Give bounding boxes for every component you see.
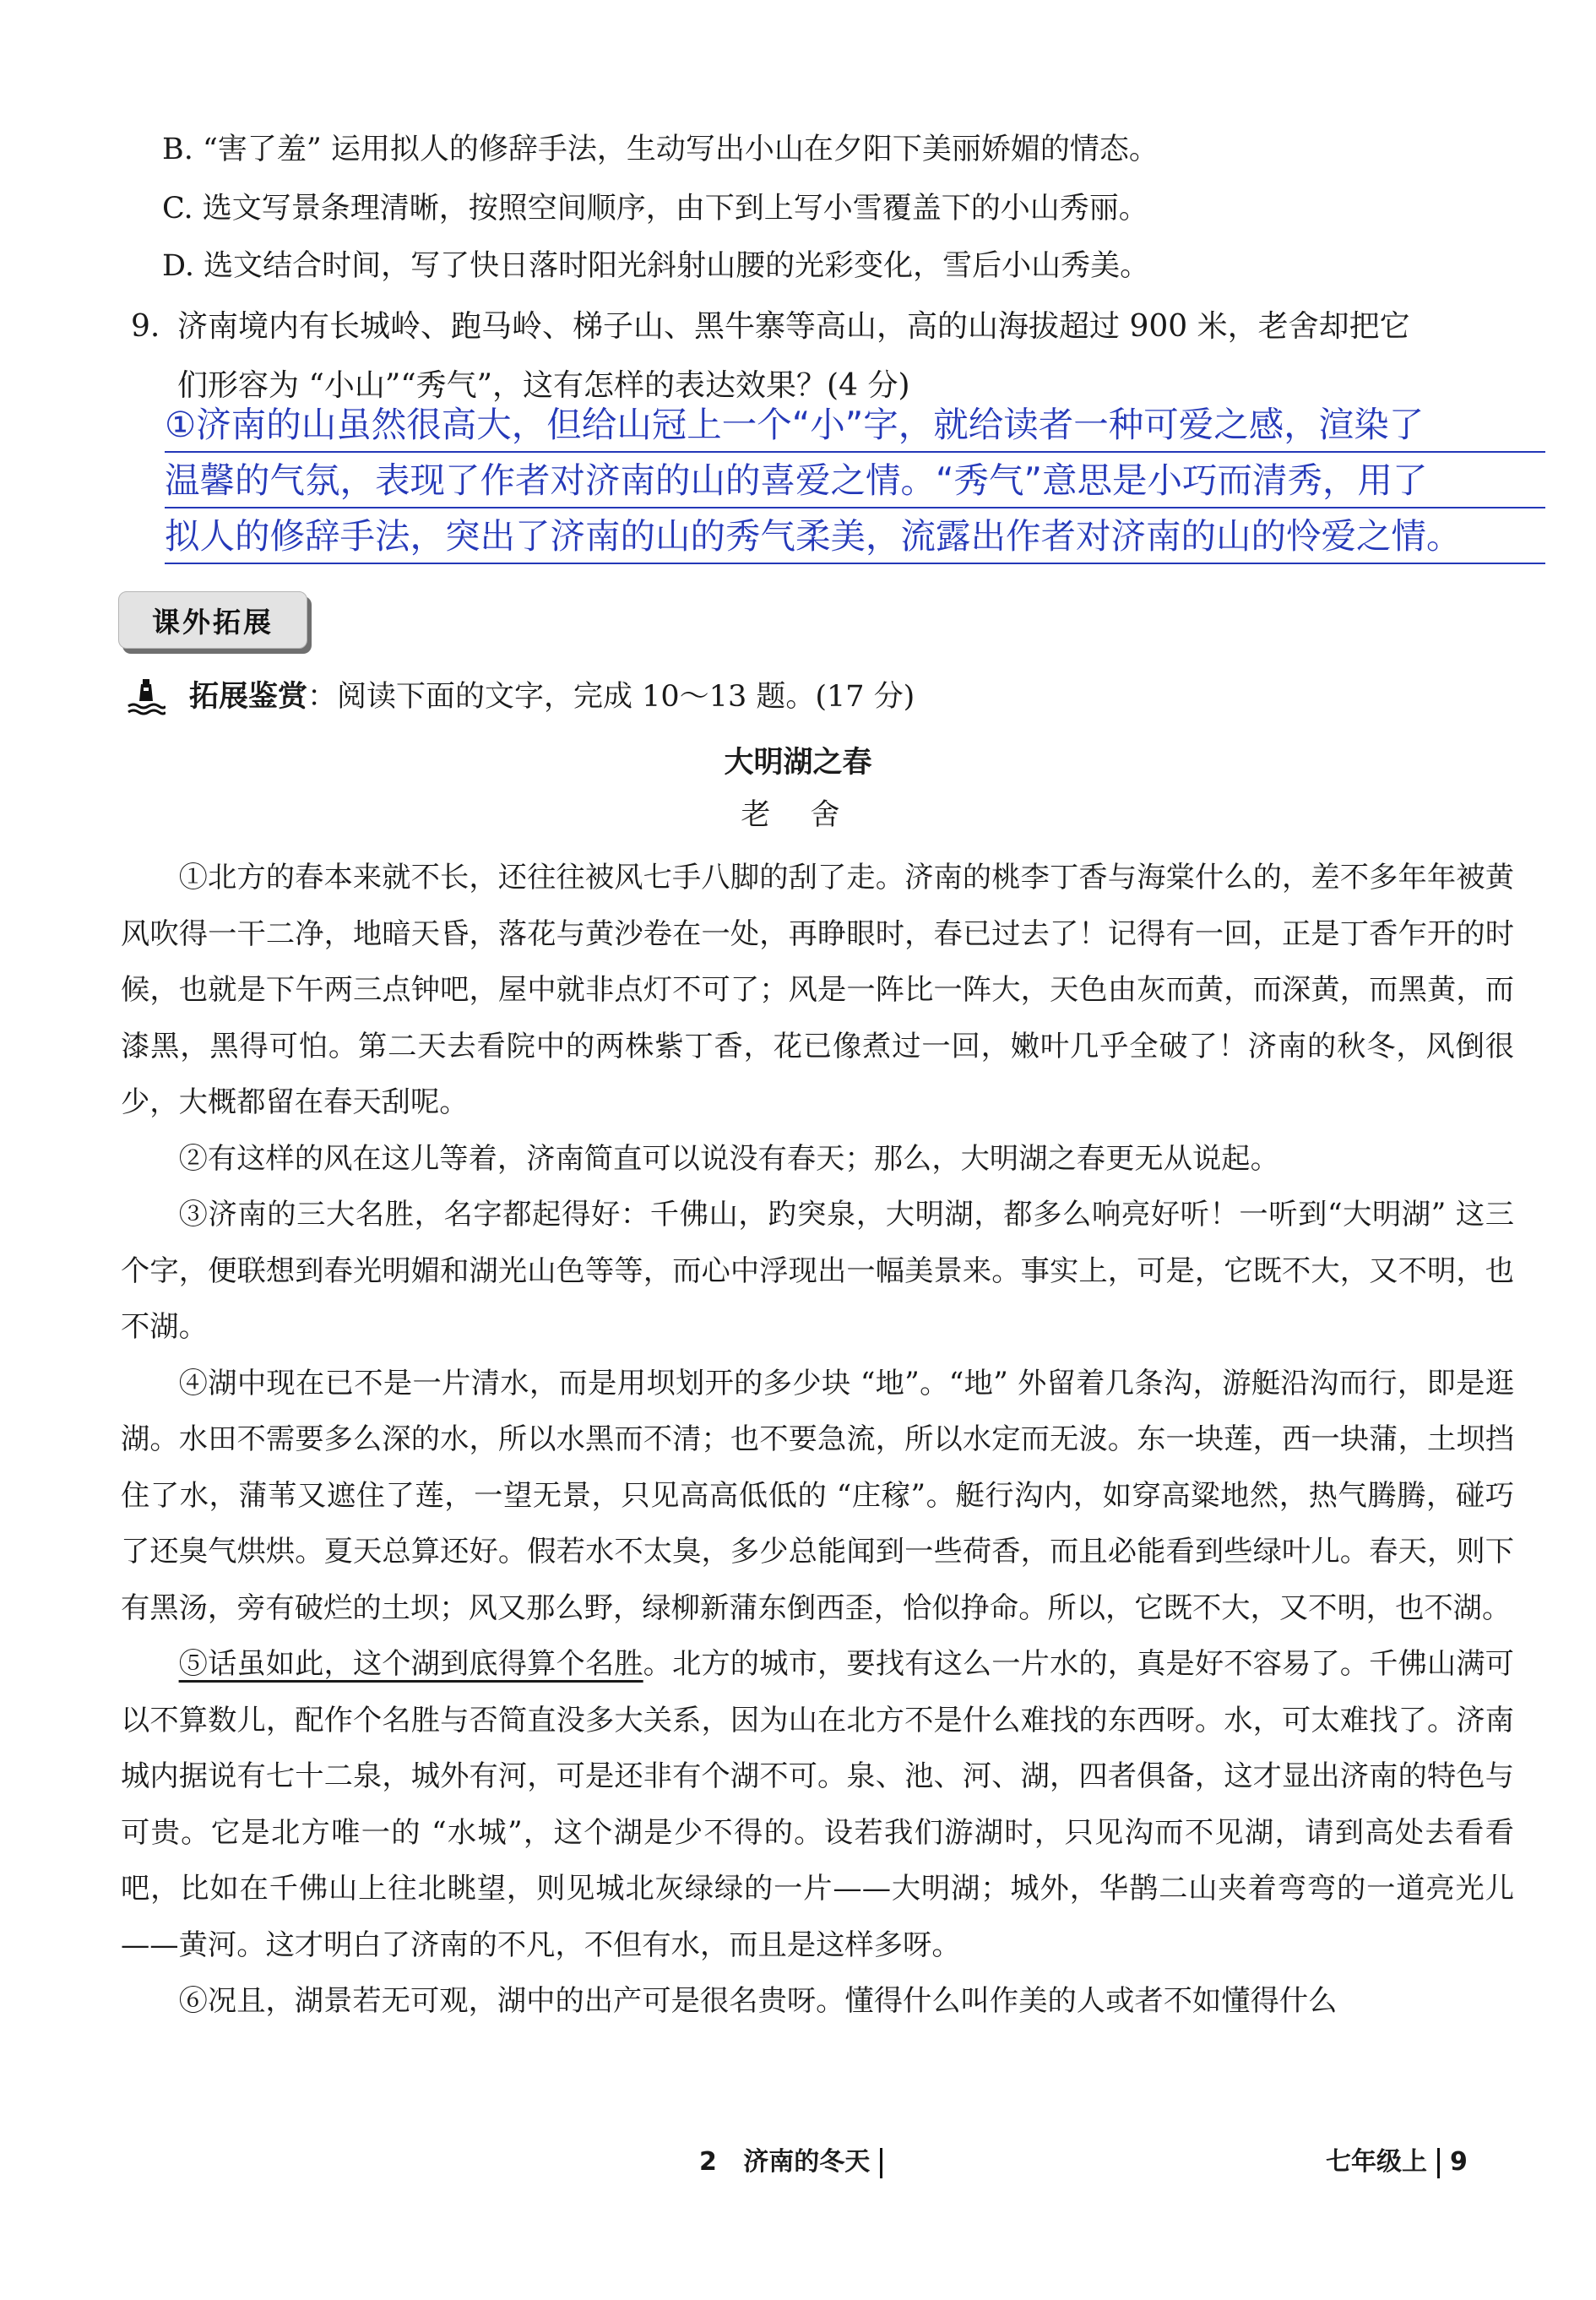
handwritten-answer [165, 397, 1545, 564]
lighthouse-icon [127, 677, 166, 716]
extension-label: 拓展鉴赏 [189, 680, 308, 714]
extension-text: ：阅读下面的文字，完成 10～13 题。(17 分) [307, 680, 915, 714]
paragraph-6: ⑥况且，湖景若无可观，湖中的出产可是很名贵呀。懂得什么叫作美的人或者不如懂得什么 [178, 1984, 1338, 2018]
section-tag: 课外拓展 [118, 591, 307, 649]
question-number: 9. [131, 309, 160, 344]
grade-label: 七年级上 [1326, 2147, 1427, 2177]
underlined-sentence: ⑤话虽如此，这个湖到底得算个名胜 [178, 1647, 643, 1681]
footer-page [1326, 2145, 1468, 2179]
answer-line: ①济南的山虽然很高大，但给山冠上一个“小”字，就给读者一种可爱之感，渲染了 [165, 397, 1545, 453]
extension-instruction [127, 676, 915, 718]
unit-title: 济南的冬天 [743, 2147, 871, 2177]
paragraph-5-rest: 。北方的城市，要找有这么一片水的，真是好不容易了。千佛山满可以不算数儿，配作个名胜与否简直没多大关系，因为山在北方不是什么难找的东西呀。水，可太难找了。济南城内据说有七十二泉，城外有河，可是还非有个湖不可。泉、池、河、湖，四者俱备，这才显出济南的特色与可贵。它是北方唯一的 “水城”，这个湖是少不得的。设若我们游湖时，只见沟而不见湖，请到高处去看看吧，比如在千佛山上往北眺望，则见城北灰绿绿的一片——大明湖；城外，华鹊二山夹着弯弯的一道亮光儿——黄河。这才明白了济南的不凡，不但有水，而且是这样多呀。 [121, 1647, 1514, 1962]
answer-line: 温馨的气氛，表现了作者对济南的山的喜爱之情。“秀气”意思是小巧而清秀，用了 [165, 453, 1545, 508]
article-title: 大明湖之春 [724, 746, 872, 780]
paragraph-1: ①北方的春本来就不长，还往往被风七手八脚的刮了走。济南的桃李丁香与海棠什么的，差不多年年被黄风吹得一干二净，地暗天昏，落花与黄沙卷在一处，再睁眼时，春已过去了！记得有一回，正是丁香乍开的时候，也就是下午两三点钟吧，屋中就非点灯不可了；风是一阵比一阵大，天色由灰而黄，而深黄，而黑黄，而漆黑，黑得可怕。第二天去看院中的两株紫丁香，花已像煮过一回，嫩叶几乎全破了！济南的秋冬，风倒很少，大概都留在春天刮呢。 [121, 861, 1514, 1119]
paragraph-2: ②有这样的风在这儿等着，济南简直可以说没有春天；那么，大明湖之春更无从说起。 [178, 1141, 1279, 1176]
article-author: 老 舍 [741, 798, 855, 832]
article-body [121, 850, 1514, 2030]
divider [1437, 2148, 1440, 2178]
paragraph-4: ④湖中现在已不是一片清水，而是用坝划开的多少块 “地”。“地” 外留着几条沟，游艇沿沟而行，即是逛湖。水田不需要多么深的水，所以水黑而不清；也不要急流，所以水定而无波。东一块莲，西一块蒲，土坝挡住了水，蒲苇又遮住了莲，一望无景，只见高高低低的 “庄稼”。艇行沟内，如穿高粱地然，热气腾腾，碰巧了还臭气烘烘。夏天总算还好。假若水不太臭，多少总能闻到一些荷香，而且必能看到些绿叶儿。春天，则下有黑汤，旁有破烂的土坝；风又那么野，绿柳新蒲东倒西歪，恰似挣命。所以，它既不大，又不明，也不湖。 [121, 1366, 1514, 1625]
paragraph-5 [121, 1636, 1514, 1973]
paragraph-3: ③济南的三大名胜，名字都起得好：千佛山，趵突泉，大明湖，都多么响亮好听！一听到“大明湖” 这三个字，便联想到春光明媚和湖光山色等等，而心中浮现出一幅美景来。事实上，可是，它既不大，又不明，也不湖。 [121, 1198, 1514, 1344]
option-c: C. 选文写景条理清晰，按照空间顺序，由下到上写小雪覆盖下的小山秀丽。 [162, 192, 1148, 226]
option-d: D. 选文结合时间，写了快日落时阳光斜射山腰的光彩变化，雪后小山秀美。 [162, 249, 1150, 283]
answer-line: 拟人的修辞手法，突出了济南的山的秀气柔美，流露出作者对济南的山的怜爱之情。 [165, 508, 1545, 564]
divider [880, 2148, 882, 2178]
question-9-line2: 们形容为 “小山”“秀气”，这有怎样的表达效果？(4 分) [177, 368, 910, 403]
page-number: 9 [1450, 2147, 1468, 2177]
question-9-line1: 济南境内有长城岭、跑马岭、梯子山、黑牛寨等高山，高的山海拔超过 900 米，老舍却把它 [177, 309, 1410, 344]
unit-number: 2 [699, 2147, 717, 2177]
option-b: B. “害了羞” 运用拟人的修辞手法，生动写出小山在夕阳下美丽娇媚的情态。 [162, 133, 1159, 166]
footer-unit [699, 2145, 893, 2179]
